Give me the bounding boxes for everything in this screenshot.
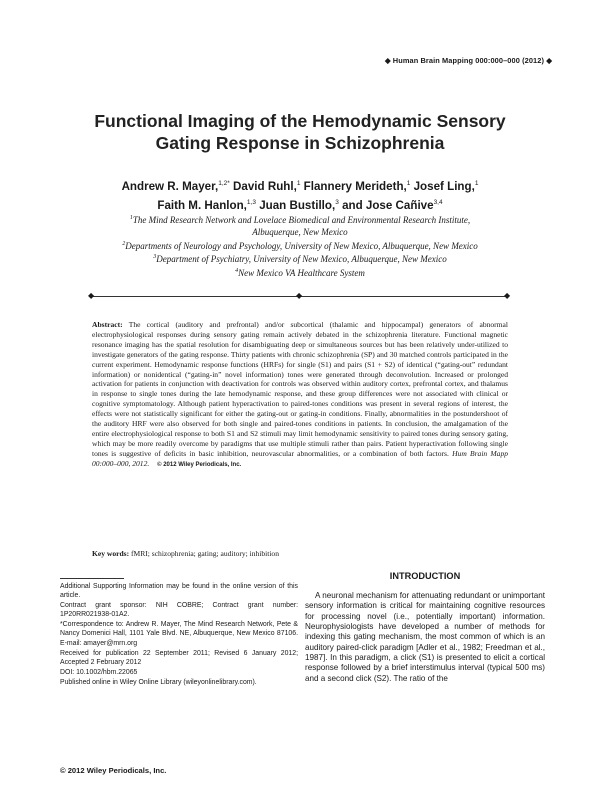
- footnotes: [60, 582, 298, 688]
- introduction-heading: INTRODUCTION: [389, 571, 461, 581]
- abstract-body: The cortical (auditory and prefrontal) and/or subcortical (thalamic and hippocampal) generators of abnormal electrophysiological responses during sensory gating remain actively debated in the schizophrenia literature. Functional magnetic resonance imaging has the spatial resolution for disambiguating deep or simultaneous sources but has been relatively under-utilized to investigate generators of the gating response. Thirty patients with chronic schizophrenia (SP) and 30 matched controls participated in the current experiment. Hemodynamic response functions (HRFs) for single (S1) and pairs (S1 + S2) of identical (“gating-out” redundant information) or nonidentical (“gating-in” novel information) tones were generated through deconvolution. Increased or prolonged activation for patients in conjunction with deactivation for controls was observed within auditory cortex, prefrontal cortex, and thalamus in response to single tones during the late hemodynamic response, and these group differences were not associated with clinical or cognitive symptomatology. Although patient hyperactivation to paired-tones conditions was present in several regions of interest, the effects were not statistically significant for either the gating-out or gating-in conditions. Finally, abnormalities in the postundershoot of the auditory HRF were also observed for both single and paired-tones conditions in patients. In conclusion, the amalgamation of the entire electrophysiological response to both S1 and S2 stimuli may limit hemodynamic sensitivity to paired tones during sensory gating, which may be more readily overcome by paradigms that use multiple stimuli rather than pairs. Patient hyperactivation following single tones is suggestive of deficits in basic inhibition, neurovascular abnormalities, or a combination of both factors.: [92, 320, 508, 458]
- header-bullet-right: ◆: [546, 56, 552, 65]
- title-line-1: Functional Imaging of the Hemodynamic Sensory: [94, 111, 506, 131]
- author-affil-sup: 1,3: [246, 198, 256, 206]
- keywords-text: fMRI; schizophrenia; gating; auditory; inhibition: [131, 549, 279, 558]
- divider-bullet-center: ◆: [296, 291, 303, 300]
- journal-citation: Human Brain Mapping 000:000–000 (2012): [392, 56, 545, 65]
- author-affil-sup: 1: [406, 180, 411, 187]
- affiliation-3: $^3$Department of Psychiatry, University of New Mexico, Albuquerque, New Mexico: [153, 254, 447, 265]
- running-header: [385, 56, 552, 65]
- abstract-label: Abstract:: [92, 320, 123, 329]
- author-name: Faith M. Hanlon,: [157, 198, 247, 212]
- abstract-citation: Hum Brain Mapp 00:000–000, 2012.: [92, 448, 509, 468]
- article-title: [60, 110, 540, 154]
- footnote-grant: Contract grant sponsor: NIH COBRE; Contract grant number: 1P20RR021938-01A2.: [60, 602, 298, 619]
- author-name: and Jose Cañive: [342, 198, 434, 212]
- abstract-copyright: © 2012 Wiley Periodicals, Inc.: [157, 461, 242, 468]
- author-list: [60, 176, 540, 214]
- author-name: David Ruhl,: [233, 179, 297, 193]
- affiliation-2: $^2$Departments of Neurology and Psychology, University of New Mexico, Albuquerque, New Mexico: [122, 240, 478, 251]
- author-name: Juan Bustillo,: [259, 198, 336, 212]
- author-line-2: [60, 195, 540, 214]
- divider-bullet-right: ◆: [504, 291, 511, 300]
- footnote-published: Published online in Wiley Online Library (wileyonlinelibrary.com).: [60, 678, 257, 686]
- author-affil-sup: 1: [296, 180, 301, 187]
- author-affil-sup: 1,2*: [218, 180, 230, 187]
- author-affil-sup: 1: [474, 180, 479, 187]
- author-name: Josef Ling,: [413, 179, 475, 193]
- author-name: Andrew R. Mayer,: [121, 179, 219, 193]
- keywords: [92, 549, 508, 558]
- footnote-correspondence: *Correspondence to: Andrew R. Mayer, The Mind Research Network, Pete & Nancy Domenici Hall, 1101 Yale Blvd. NE, Albuquerque, New Mexico 87106. E-mail: amayer@mrn.org: [60, 621, 298, 647]
- footnote-doi: DOI: 10.1002/hbm.22065: [60, 668, 138, 676]
- divider-bullet-left: ◆: [88, 291, 95, 300]
- author-name: Flannery Merideth,: [303, 179, 407, 193]
- affiliation-1: $^1$The Mind Research Network and Lovelace Biomedical and Environmental Research Institute,: [129, 215, 471, 225]
- footnote-supporting-info: Additional Supporting Information may be found in the online version of this article.: [60, 583, 298, 600]
- author-affil-sup: 3: [335, 198, 339, 206]
- page-copyright: © 2012 Wiley Periodicals, Inc.: [60, 766, 167, 775]
- author-line-1: [60, 176, 540, 195]
- keywords-label: Key words:: [92, 549, 130, 558]
- title-line-2: Gating Response in Schizophrenia: [155, 133, 445, 153]
- header-bullet-left: ◆: [384, 56, 391, 65]
- footnote-received: Received for publication 22 September 2011; Revised 6 January 2012; Accepted 2 February 2012: [60, 649, 298, 666]
- introduction-body: A neuronal mechanism for attenuating redundant or unimportant sensory information is critical for maintaining cognitive resources for processing novel (i.e., potentially important) information. Neurophysiologists have developed a number of methods for indexing this gating mechanism, the most common of which is an auditory paired-click paradigm [Adler et al., 1982; Freedman et al., 1987]. In this paradigm, a click (S1) is presented to elicit a cortical response followed by a brief interstimulus interval (typical 500 ms) and a second click (S2). The ratio of the: [305, 591, 545, 683]
- affiliation-4: $^4$New Mexico VA Healthcare System: [235, 268, 365, 279]
- author-affil-sup: 3,4: [433, 198, 443, 206]
- affiliation-1-cont: Albuquerque, New Mexico: [252, 226, 348, 237]
- abstract: [92, 320, 508, 471]
- footnote-divider: [60, 578, 124, 579]
- affiliations: [60, 213, 540, 280]
